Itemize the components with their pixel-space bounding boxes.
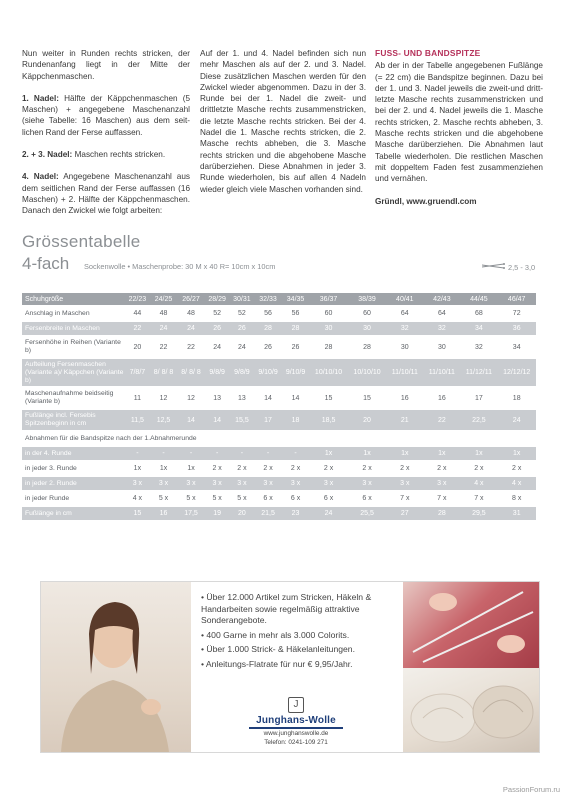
table-cell: 12/12/12 <box>497 359 536 386</box>
table-cell: 2 x <box>497 462 536 475</box>
table-cell: - <box>254 447 282 460</box>
table-cell: 26 <box>230 322 255 335</box>
logo-name: Junghans-Wolle <box>256 715 336 726</box>
table-cell: 22 <box>125 322 150 335</box>
table-cell: 14 <box>282 388 310 408</box>
table-cell: 15,5 <box>230 410 255 430</box>
paragraph: Ab der in der Tabelle angegebenen Fußlänge (= 22 cm) die Bandspitze beginnen. Dazu bei der 1. und 3. Nadel jeweils die zweit-und drittletzte Masche rechts zusammenstricken und bei der 2. und 4. Nadel jeweils die 1. Masche rechts stricken, 2. Masche rechts abheben, 3. Masche rechts stricken und die abgehobene Masche darüberziehen. Die Abnahmen laut Tabelle wiederholen. Die restlichen Maschen mit doppeltem Faden fest zusammenziehen und vernähen. <box>375 61 543 184</box>
table-cell: 56 <box>282 307 310 320</box>
table-cell: 1x <box>177 462 205 475</box>
table-cell: 3 x <box>423 477 460 490</box>
table-cell: 24 <box>205 337 230 357</box>
table-cell: 5 x <box>177 492 205 505</box>
table-cell: 48 <box>177 307 205 320</box>
signature: Gründl, www.gruendl.com <box>375 196 477 206</box>
table-cell: 18,5 <box>309 410 348 430</box>
table-cell: 28 <box>254 322 282 335</box>
table-cell: 36 <box>497 322 536 335</box>
table-cell: 3 x <box>254 477 282 490</box>
table-title: Grössentabelle <box>22 232 141 251</box>
table-cell: 4 x <box>460 477 497 490</box>
table-cell: 34 <box>460 322 497 335</box>
table-cell: 28 <box>282 322 310 335</box>
table-cell: 10/10/10 <box>348 359 387 386</box>
logo-underline <box>249 727 343 729</box>
table-header-size: 32/33 <box>254 293 282 305</box>
table-row <box>22 447 536 460</box>
feature-item: • Über 12.000 Artikel zum Stricken, Häkeln & Handarbeiten sowie regelmäßig attraktive Sonderangebote. <box>201 592 372 626</box>
row-label: in jeder Runde <box>22 492 125 505</box>
table-cell: 15 <box>125 507 150 520</box>
table-cell: 18 <box>497 388 536 408</box>
table-cell: 7 x <box>386 492 423 505</box>
table-cell: 34 <box>497 337 536 357</box>
feature-item: • 400 Garne in mehr als 3.000 Colorits. <box>201 629 350 640</box>
table-cell: 18 <box>282 410 310 430</box>
model-illustration <box>41 582 191 752</box>
row-label: in jeder 2. Runde <box>22 477 125 490</box>
table-cell: 28 <box>309 337 348 357</box>
table-cell: 28 <box>423 507 460 520</box>
table-cell: 15 <box>309 388 348 408</box>
table-cell: 2 x <box>423 462 460 475</box>
table-cell: 26 <box>205 322 230 335</box>
table-cell: 60 <box>309 307 348 320</box>
model-photo <box>41 582 191 752</box>
table-cell: 17 <box>460 388 497 408</box>
table-cell: 29,5 <box>460 507 497 520</box>
table-cell: 6 x <box>348 492 387 505</box>
table-cell: 19 <box>205 507 230 520</box>
table-cell: 16 <box>150 507 178 520</box>
table-cell: 26 <box>282 337 310 357</box>
table-cell: 5 x <box>230 492 255 505</box>
text-column-3 <box>375 48 543 218</box>
table-cell: 60 <box>348 307 387 320</box>
paragraph: Nun weiter in Runden rechts stricken, der Rundenanfang liegt in der Mitte der Käppchenmaschen. <box>22 49 190 81</box>
table-header-size: 22/23 <box>125 293 150 305</box>
table-cell: 11 <box>125 388 150 408</box>
table-cell: 25,5 <box>348 507 387 520</box>
table-cell: 7 x <box>460 492 497 505</box>
table-cell: 1x <box>386 447 423 460</box>
table-cell: 30 <box>423 337 460 357</box>
table-cell: 13 <box>230 388 255 408</box>
table-cell: 3 x <box>230 477 255 490</box>
table-cell: 56 <box>254 307 282 320</box>
table-cell: 3 x <box>150 477 178 490</box>
row-label: in jeder 3. Runde <box>22 462 125 475</box>
text-column-1 <box>22 48 190 228</box>
table-header-size: 42/43 <box>423 293 460 305</box>
table-cell: 21 <box>386 410 423 430</box>
table-cell: 20 <box>125 337 150 357</box>
table-cell: 7 x <box>423 492 460 505</box>
table-cell: 16 <box>423 388 460 408</box>
table-cell: 30 <box>386 337 423 357</box>
ad-phone: Telefon: 0241-109 271 <box>264 738 328 746</box>
paragraph-label: 1. Nadel: <box>22 93 59 103</box>
table-subtitle: 4-fach <box>22 254 70 273</box>
table-cell: 1x <box>497 447 536 460</box>
table-cell: 2 x <box>348 462 387 475</box>
table-cell: 6 x <box>309 492 348 505</box>
table-cell: 8/ 8/ 8 <box>150 359 178 386</box>
section-heading: FUSS- UND BANDSPITZE <box>375 48 481 58</box>
row-label: Fersenhöhe in Reihen (Variante b) <box>22 337 125 357</box>
table-cell: 9/8/9 <box>230 359 255 386</box>
yarn-illustration <box>403 668 539 752</box>
table-cell: 2 x <box>230 462 255 475</box>
knitting-illustration <box>403 582 539 668</box>
table-cell: 3 x <box>205 477 230 490</box>
table-cell: 3 x <box>177 477 205 490</box>
table-row <box>22 432 536 445</box>
table-cell: 64 <box>386 307 423 320</box>
paragraph <box>22 93 190 138</box>
table-cell: 24 <box>150 322 178 335</box>
table-cell: 12 <box>150 388 178 408</box>
paragraph-label: 2. + 3. Nadel: <box>22 150 73 160</box>
table-cell: 14 <box>254 388 282 408</box>
table-body <box>22 307 536 520</box>
row-label: Aufteilung Fersenmaschen (Variante a)/ Käppchen (Variante b) <box>22 359 125 386</box>
table-row <box>22 359 536 386</box>
table-cell: - <box>125 447 150 460</box>
table-cell: 4 x <box>497 477 536 490</box>
table-cell: 28 <box>348 337 387 357</box>
table-header-size: 40/41 <box>386 293 423 305</box>
text-column-2 <box>200 48 366 206</box>
table-row <box>22 477 536 490</box>
table-cell: 52 <box>205 307 230 320</box>
table-cell: 32 <box>423 322 460 335</box>
table-cell: 26 <box>254 337 282 357</box>
table-header-size: 28/29 <box>205 293 230 305</box>
logo-mark: J <box>288 697 304 713</box>
knitting-needles-icon <box>482 262 506 270</box>
table-cell: - <box>150 447 178 460</box>
table-cell: 5 x <box>205 492 230 505</box>
knitting-photo <box>403 582 539 668</box>
table-cell: 1x <box>423 447 460 460</box>
table-header-size: 24/25 <box>150 293 178 305</box>
table-header-size: 36/37 <box>309 293 348 305</box>
table-header-size: 46/47 <box>497 293 536 305</box>
row-label: Fersenbreite in Maschen <box>22 322 125 335</box>
table-cell: 3 x <box>348 477 387 490</box>
table-row <box>22 507 536 520</box>
table-cell: 30 <box>309 322 348 335</box>
table-row <box>22 462 536 475</box>
needle-size: 2,5 - 3,0 <box>508 263 536 272</box>
table-cell: 16 <box>386 388 423 408</box>
row-label: Fußlänge in cm <box>22 507 125 520</box>
table-cell: 8/ 8/ 8 <box>177 359 205 386</box>
ad-url[interactable]: www.junghanswolle.de <box>263 730 329 737</box>
row-label: Anschlag in Maschen <box>22 307 125 320</box>
table-cell: 2 x <box>460 462 497 475</box>
table-cell: 9/10/9 <box>254 359 282 386</box>
table-cell: 2 x <box>282 462 310 475</box>
junghans-logo[interactable] <box>241 694 351 747</box>
table-cell: 11,5 <box>125 410 150 430</box>
table-cell: 6 x <box>254 492 282 505</box>
table-cell: 21,5 <box>254 507 282 520</box>
table-header-size: 38/39 <box>348 293 387 305</box>
advertisement[interactable] <box>40 581 540 753</box>
row-label: Maschenaufnahme beidseitig (Variante b) <box>22 388 125 408</box>
table-cell: 14 <box>205 410 230 430</box>
table-cell: 22 <box>177 337 205 357</box>
table-cell: 11/10/11 <box>386 359 423 386</box>
table-cell: 23 <box>282 507 310 520</box>
table-cell: 24 <box>497 410 536 430</box>
table-cell: 22 <box>423 410 460 430</box>
size-table <box>22 291 536 522</box>
table-row <box>22 322 536 335</box>
table-cell: 24 <box>177 322 205 335</box>
table-cell: 11/10/11 <box>423 359 460 386</box>
table-header-row <box>22 293 536 305</box>
table-cell: 32 <box>460 337 497 357</box>
table-cell: 72 <box>497 307 536 320</box>
table-cell: 1x <box>125 462 150 475</box>
paragraph-text: Angegebene Maschenanzahl aus dem seitlichen Rand der Ferse auffassen (16 Maschen) + 2. Hälfte der Käppchenmaschen. Danach den Zwickel wie folgt arbeiten: <box>22 172 190 216</box>
feature-item: • Anleitungs-Flatrate für nur € 9,95/Jahr. <box>201 658 353 669</box>
table-cell: 12 <box>177 388 205 408</box>
table-row <box>22 492 536 505</box>
paragraph <box>22 171 190 216</box>
table-cell: 14 <box>177 410 205 430</box>
table-cell: - <box>230 447 255 460</box>
feature-item: • Über 1.000 Strick- & Häkelanleitungen. <box>201 644 355 655</box>
table-cell: 24 <box>309 507 348 520</box>
table-cell: 3 x <box>309 477 348 490</box>
row-label: Fußlänge incl. Fersebis Spitzenbeginn in cm <box>22 410 125 430</box>
table-cell: 1x <box>309 447 348 460</box>
paragraph: Auf der 1. und 4. Nadel befinden sich nun mehr Maschen als auf der 2. und 3. Nadel. Diese zusätzlichen Maschen werden für den Zwickel wieder abgenommen. Dazu in der 3. Runde bei der 1. Nadel die zweit- und drittletzte Masche rechts zusammenstricken, die letzte Masche rechts stricken. Bei der 4. Nadel die 1. Masche rechts stricken, die 2. Masche rechts abheben, die 3. Masche rechts stricken und die abgehobene Masche darüberziehen. Diese Abnahmen in jeder 3. Runde wiederholen, bis auf allen 4 Nadeln wieder gleich viele Maschen vorhanden sind. <box>200 49 366 194</box>
table-cell: - <box>282 447 310 460</box>
table-cell: 3 x <box>125 477 150 490</box>
table-cell: 1x <box>348 447 387 460</box>
table-cell: 9/10/9 <box>282 359 310 386</box>
table-row <box>22 337 536 357</box>
table-cell: 12,5 <box>150 410 178 430</box>
table-cell: 11/12/11 <box>460 359 497 386</box>
paragraph <box>22 149 190 160</box>
table-cell: 20 <box>348 410 387 430</box>
table-cell: 13 <box>205 388 230 408</box>
table-header-size: 26/27 <box>177 293 205 305</box>
paragraph-text: Maschen rechts stricken. <box>72 150 166 160</box>
table-cell: 15 <box>348 388 387 408</box>
table-header-size: 30/31 <box>230 293 255 305</box>
table-cell: 1x <box>150 462 178 475</box>
feature-list <box>201 592 401 674</box>
table-cell: 22 <box>150 337 178 357</box>
table-cell: 8 x <box>497 492 536 505</box>
table-cell: 17 <box>254 410 282 430</box>
table-cell: 5 x <box>150 492 178 505</box>
table-header-label: Schuhgröße <box>22 293 125 305</box>
table-cell: 24 <box>230 337 255 357</box>
paragraph-text: Hälfte der Käppchenmaschen (5 Maschen) + angegebene Maschenanzahl (siehe Tabelle: 16 Maschen) aus dem seitlichen Rand der Ferse auffassen. <box>22 93 190 137</box>
yarn-photo <box>403 668 539 752</box>
table-cell: 3 x <box>282 477 310 490</box>
table-cell: 4 x <box>125 492 150 505</box>
table-header-size: 44/45 <box>460 293 497 305</box>
table-cell: 3 x <box>386 477 423 490</box>
table-cell: 10/10/10 <box>309 359 348 386</box>
table-cell: 2 x <box>309 462 348 475</box>
table-cell: 30 <box>348 322 387 335</box>
table-cell: 7/8/7 <box>125 359 150 386</box>
table-cell: 1x <box>460 447 497 460</box>
table-cell: 2 x <box>386 462 423 475</box>
table-cell: 2 x <box>254 462 282 475</box>
row-label: Abnahmen für die Bandspitze nach der 1.Abnahmerunde <box>22 432 536 445</box>
table-cell: 22,5 <box>460 410 497 430</box>
table-cell: - <box>177 447 205 460</box>
table-cell: 9/8/9 <box>205 359 230 386</box>
table-row <box>22 388 536 408</box>
table-cell: 44 <box>125 307 150 320</box>
table-cell: 6 x <box>282 492 310 505</box>
watermark: PassionForum.ru <box>502 785 560 794</box>
paragraph-label: 4. Nadel: <box>22 172 59 182</box>
table-cell: 32 <box>386 322 423 335</box>
table-row <box>22 307 536 320</box>
table-meta: Sockenwolle • Maschenprobe: 30 M x 40 R= 10cm x 10cm <box>84 262 276 271</box>
table-header-size: 34/35 <box>282 293 310 305</box>
table-cell: 48 <box>150 307 178 320</box>
table-cell: 2 x <box>205 462 230 475</box>
table-cell: 31 <box>497 507 536 520</box>
row-label: in der 4. Runde <box>22 447 125 460</box>
table-row <box>22 410 536 430</box>
table-cell: 27 <box>386 507 423 520</box>
table-cell: 68 <box>460 307 497 320</box>
table-cell: 20 <box>230 507 255 520</box>
table-cell: - <box>205 447 230 460</box>
table-cell: 64 <box>423 307 460 320</box>
table-cell: 52 <box>230 307 255 320</box>
table-cell: 17,5 <box>177 507 205 520</box>
